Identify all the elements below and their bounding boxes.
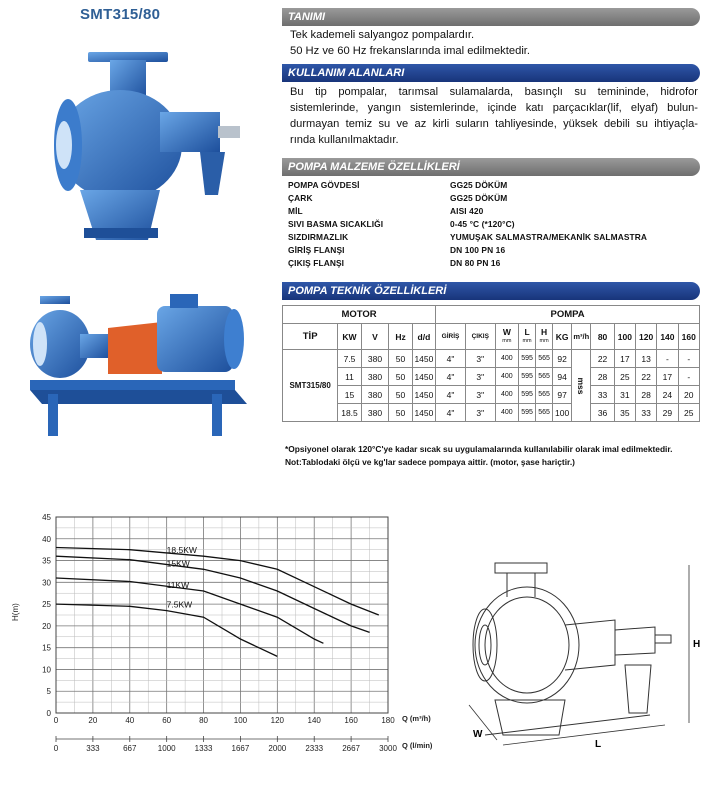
y-tick-label: 25 xyxy=(42,600,51,610)
tanimi-line-2: 50 Hz ve 60 Hz frekanslarında imal edilmektedir. xyxy=(290,45,531,57)
cell-head: 33 xyxy=(591,386,614,404)
x2-tick-label: 2667 xyxy=(342,744,361,753)
x-tick-label: 40 xyxy=(125,716,135,725)
type-name: SMT315/80 xyxy=(283,350,338,422)
cell-head: 33 xyxy=(636,404,657,422)
kullanim-line: durmayan temiz su ve az kirli suların tahliyesinde, yüksek debili su ihtiyaçla- xyxy=(290,118,698,131)
y-tick-label: 40 xyxy=(42,534,51,544)
cell-dd: 1450 xyxy=(412,350,435,368)
cell-head: - xyxy=(678,368,699,386)
group-pompa: POMPA xyxy=(436,306,700,324)
cell-kw: 18.5 xyxy=(338,404,361,422)
col-dd: d/d xyxy=(412,324,435,350)
cell-head: 22 xyxy=(591,350,614,368)
col-kw: KW xyxy=(338,324,361,350)
pump-motor-set-image xyxy=(22,282,252,442)
dim-h-label: H xyxy=(693,639,701,650)
cell-w: 400 xyxy=(495,368,518,386)
unit-mm: mm xyxy=(522,337,532,344)
kullanim-paragraph xyxy=(290,84,698,148)
x-axis-label: Q (m³/h) xyxy=(402,714,431,723)
x2-tick-label: 0 xyxy=(53,744,59,753)
cell-dd: 1450 xyxy=(412,404,435,422)
x2-tick-label: 2000 xyxy=(268,744,287,753)
chart-series xyxy=(56,545,379,656)
cell-head: 17 xyxy=(614,350,635,368)
kullanim-line: sistemlerinde, yangın sistemlerinde, içinde katı parçacıklar(lif, elyaf) bulun- xyxy=(290,102,698,115)
x-tick-label: 0 xyxy=(53,716,59,725)
mss-label xyxy=(572,350,591,422)
y-tick-label: 0 xyxy=(46,709,51,718)
material-value: 0-45 °C (*120°C) xyxy=(450,219,515,229)
cell-v: 380 xyxy=(361,404,389,422)
section-header-kullanim: KULLANIM ALANLARI xyxy=(282,64,700,82)
y-axis-label: H(m) xyxy=(11,603,20,621)
cell-h: 565 xyxy=(536,404,553,422)
col-l xyxy=(519,324,536,350)
unit-mm: mm xyxy=(539,337,549,344)
series-line-11KW xyxy=(56,578,323,643)
cell-hz: 50 xyxy=(389,404,412,422)
series-label: 7.5KW xyxy=(166,599,193,610)
cell-giris: 4" xyxy=(436,350,466,368)
y-tick-label: 15 xyxy=(42,643,51,653)
kullanim-line: Bu tip pompalar, tarımsal sulamalarda, basınçlı su temininde, hidrofor xyxy=(290,86,698,98)
col-h-label: H xyxy=(541,326,548,337)
cell-l: 595 xyxy=(519,404,536,422)
y-tick-label: 20 xyxy=(42,621,51,631)
cell-cikis: 3" xyxy=(465,368,495,386)
x-tick-label: 140 xyxy=(307,716,321,725)
x2-tick-label: 1000 xyxy=(157,744,176,753)
material-value: YUMUŞAK SALMASTRA/MEKANİK SALMASTRA xyxy=(450,232,648,242)
x-axis-label-2: Q (l/min) xyxy=(402,741,433,750)
x-tick-label: 180 xyxy=(381,716,395,725)
cell-head: 36 xyxy=(591,404,614,422)
material-label: ÇARK xyxy=(288,193,313,203)
cell-v: 380 xyxy=(361,350,389,368)
cell-head: 22 xyxy=(636,368,657,386)
section-header-teknik: POMPA TEKNİK ÖZELLİKLERİ xyxy=(282,282,700,300)
flow-120: 120 xyxy=(636,324,657,350)
col-l-label: L xyxy=(524,326,530,337)
cell-giris: 4" xyxy=(436,404,466,422)
series-label: 15KW xyxy=(166,558,190,569)
cell-giris: 4" xyxy=(436,368,466,386)
x2-tick-label: 2333 xyxy=(305,744,324,753)
cell-head: 13 xyxy=(636,350,657,368)
cell-head: 28 xyxy=(591,368,614,386)
cell-head: 25 xyxy=(678,404,699,422)
material-value: GG25 DÖKÜM xyxy=(450,180,508,190)
series-label: 18.5KW xyxy=(166,545,197,556)
series-label: 11KW xyxy=(166,580,190,591)
note-optional: *Opsiyonel olarak 120°C'ye kadar sıcak su uygulamalarında kullanılabilir olarak imal edilmektedir. xyxy=(285,444,673,454)
cell-head: 35 xyxy=(614,404,635,422)
chart-grid xyxy=(56,517,388,713)
material-label: GİRİŞ FLANŞI xyxy=(288,245,345,255)
material-label: POMPA GÖVDESİ xyxy=(288,180,360,190)
cell-giris: 4" xyxy=(436,386,466,404)
cell-w: 400 xyxy=(495,350,518,368)
material-value: AISI 420 xyxy=(450,206,484,216)
section-header-malzeme: POMPA MALZEME ÖZELLİKLERİ xyxy=(282,158,700,176)
cell-h: 565 xyxy=(536,386,553,404)
col-w xyxy=(495,324,518,350)
cell-cikis: 3" xyxy=(465,350,495,368)
x2-tick-label: 667 xyxy=(123,744,137,753)
cell-v: 380 xyxy=(361,386,389,404)
col-tip: TİP xyxy=(283,324,338,350)
cell-v: 380 xyxy=(361,368,389,386)
x2-tick-label: 333 xyxy=(86,744,100,753)
flow-160: 160 xyxy=(678,324,699,350)
material-label: ÇIKIŞ FLANŞI xyxy=(288,258,345,268)
series-line-18.5KW xyxy=(56,548,379,616)
dim-w-label: W xyxy=(473,729,483,740)
performance-chart xyxy=(10,505,450,755)
x-tick-label: 80 xyxy=(199,716,209,725)
cell-kw: 11 xyxy=(338,368,361,386)
cell-head: 24 xyxy=(657,386,678,404)
cell-head: 31 xyxy=(614,386,635,404)
cell-head: 25 xyxy=(614,368,635,386)
cell-kg: 94 xyxy=(553,368,572,386)
cell-cikis: 3" xyxy=(465,386,495,404)
material-label: MİL xyxy=(288,206,303,216)
material-label: SIVI BASMA SICAKLIĞI xyxy=(288,219,384,229)
cell-cikis: 3" xyxy=(465,404,495,422)
cell-h: 565 xyxy=(536,368,553,386)
cell-w: 400 xyxy=(495,404,518,422)
cell-w: 400 xyxy=(495,386,518,404)
col-v: V xyxy=(361,324,389,350)
y-tick-label: 35 xyxy=(42,556,51,566)
col-hz: Hz xyxy=(389,324,412,350)
material-value: GG25 DÖKÜM xyxy=(450,193,508,203)
cell-kg: 97 xyxy=(553,386,572,404)
pump-head-image xyxy=(40,40,260,250)
y-tick-label: 10 xyxy=(42,665,51,675)
y-tick-label: 30 xyxy=(42,578,51,588)
flow-80: 80 xyxy=(591,324,614,350)
cell-hz: 50 xyxy=(389,350,412,368)
x-tick-label: 60 xyxy=(162,716,172,725)
dim-l-label: L xyxy=(595,739,602,750)
note-dimensions: Not:Tablodaki ölçü ve kg'lar sadece pompaya aittir. (motor, şase hariçtir.) xyxy=(285,457,575,467)
y-tick-label: 45 xyxy=(42,513,51,522)
cell-head: - xyxy=(678,350,699,368)
cell-kg: 100 xyxy=(553,404,572,422)
cell-head: 29 xyxy=(657,404,678,422)
x-tick-label: 120 xyxy=(270,716,285,725)
col-cikis: ÇIKIŞ xyxy=(465,324,495,350)
cell-head: 28 xyxy=(636,386,657,404)
x-tick-label: 160 xyxy=(344,716,358,725)
col-giris: GİRİŞ xyxy=(436,324,466,350)
cell-l: 595 xyxy=(519,350,536,368)
col-q: m³/h xyxy=(572,324,591,350)
unit-mm: mm xyxy=(502,337,512,344)
dimension-drawing xyxy=(455,535,705,765)
tanimi-line-1: Tek kademeli salyangoz pompalardır. xyxy=(290,29,475,41)
cell-kw: 7.5 xyxy=(338,350,361,368)
x2-tick-label: 3000 xyxy=(379,744,397,753)
material-value: DN 80 PN 16 xyxy=(450,258,501,268)
col-w-label: W xyxy=(502,326,511,337)
flow-100: 100 xyxy=(614,324,635,350)
section-header-tanimi: TANIMI xyxy=(282,8,700,26)
cell-head: 17 xyxy=(657,368,678,386)
x-tick-label: 100 xyxy=(233,716,248,725)
cell-l: 595 xyxy=(519,368,536,386)
x-tick-label: 20 xyxy=(88,716,98,725)
cell-kg: 92 xyxy=(553,350,572,368)
cell-head: 20 xyxy=(678,386,699,404)
y-tick-label: 5 xyxy=(46,687,51,697)
flow-140: 140 xyxy=(657,324,678,350)
col-kg: KG xyxy=(553,324,572,350)
cell-dd: 1450 xyxy=(412,368,435,386)
x2-tick-label: 1667 xyxy=(231,744,250,753)
x2-tick-label: 1333 xyxy=(194,744,213,753)
cell-hz: 50 xyxy=(389,386,412,404)
cell-kw: 15 xyxy=(338,386,361,404)
cell-hz: 50 xyxy=(389,368,412,386)
material-label: SIZDIRMAZLIK xyxy=(288,232,349,242)
cell-h: 565 xyxy=(536,350,553,368)
group-motor: MOTOR xyxy=(283,306,436,324)
model-title: SMT315/80 xyxy=(80,6,161,23)
cell-l: 595 xyxy=(519,386,536,404)
material-value: DN 100 PN 16 xyxy=(450,245,506,255)
col-h xyxy=(536,324,553,350)
mss-text: mss xyxy=(576,376,587,395)
kullanim-line: rında kullanılmaktadır. xyxy=(290,134,399,147)
cell-head: - xyxy=(657,350,678,368)
spec-table xyxy=(282,305,700,422)
cell-dd: 1450 xyxy=(412,386,435,404)
